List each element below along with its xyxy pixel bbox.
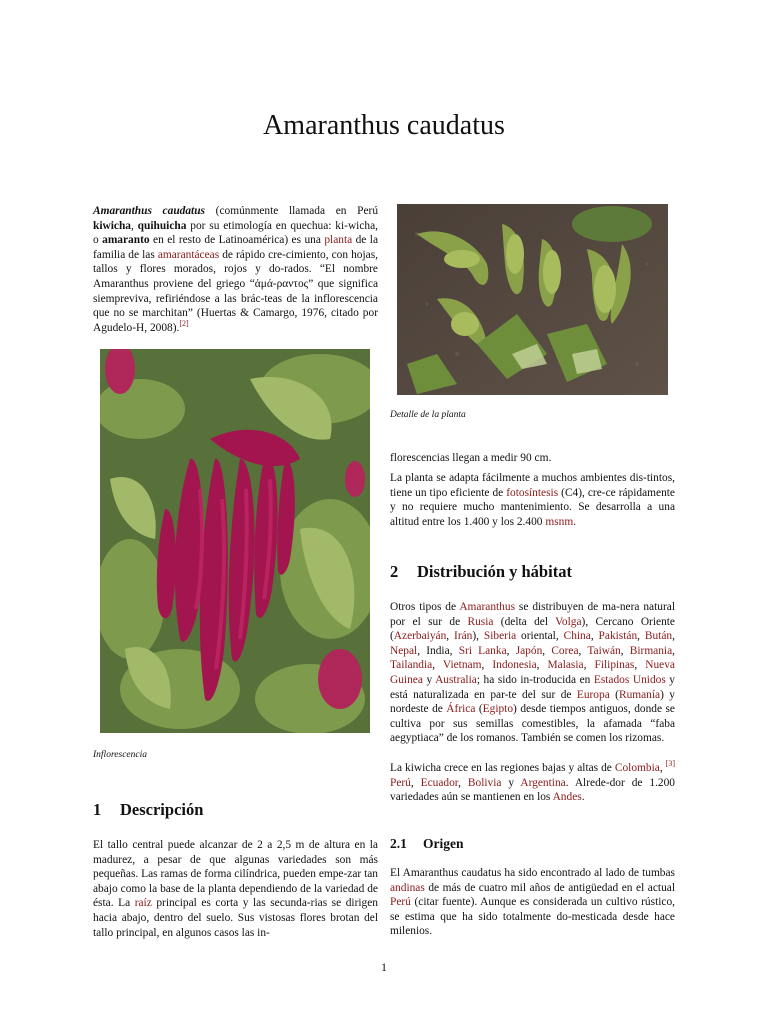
link-planta[interactable]: planta <box>324 234 353 247</box>
link-birmania[interactable]: Birmania <box>629 644 673 657</box>
link-amarantaceas[interactable]: amarantáceas <box>157 248 220 261</box>
link-siberia[interactable]: Siberia <box>483 630 517 643</box>
description-continuation: florescencias llegan a medir 90 cm. <box>390 452 552 464</box>
inflorescence-photo <box>100 349 370 733</box>
link-azerbaiyan[interactable]: Azerbaiyán <box>393 630 447 643</box>
plant-detail-photo <box>397 204 668 395</box>
link-europa[interactable]: Europa <box>576 688 610 701</box>
link-amaranthus[interactable]: Amaranthus <box>459 601 516 613</box>
link-fotosintesis[interactable]: fotosíntesis <box>506 486 559 499</box>
link-nueva-guinea[interactable]: Nueva Guinea <box>390 659 675 686</box>
ref-3[interactable]: [3] <box>665 759 675 769</box>
link-ecuador[interactable]: Ecuador <box>420 776 459 789</box>
link-andes[interactable]: Andes <box>552 791 582 804</box>
caption-plant-detail: Detalle de la planta <box>390 410 466 420</box>
adaptation-paragraph: La planta se adapta fácilmente a muchos ambientes dis-tintos, tiene un tipo eficiente de fotosíntesis (C4), cre-ce rápidamente y no requiere mucho mantenimiento. Se desarrolla a una altitud entre los 1.400 y los 2.400 msnm. <box>390 472 675 528</box>
section-2-1-heading: 2.1 Origen <box>390 836 464 851</box>
species-name: Amaranthus caudatus <box>93 205 205 217</box>
page-title: Amaranthus caudatus <box>263 110 505 141</box>
link-peru[interactable]: Perú <box>390 776 411 789</box>
link-egipto[interactable]: Egipto <box>482 703 514 716</box>
link-rumania[interactable]: Rumanía <box>618 688 661 701</box>
distribution-paragraph: Otros tipos de Amaranthus se distribuyen de ma-nera natural por el sur de Rusia (delta del Volga), Cercano Oriente (Azerbaiyán, Irán), Siberia oriental, China, Pakistán, Bután, Nepal, India, Sri Lanka, Japón, Corea, Taiwán, Birmania, Tailandia, Vietnam, Indonesia, Malasia, Filipinas, Nueva Guinea y Australia; ha sido in-troducida en Estados Unidos y está naturalizada en par-te del sur de Europa (Rumanía) y nordeste de África (Egipto) desde tiempos antiguos, donde se cultiva por sus semillas comestibles, la afamada “faba aegyptiaca” de los romanos. También se comen los rizomas. <box>390 601 676 745</box>
intro-paragraph: Amaranthus caudatus (comúnmente llamada en Perú kiwicha, quihuicha por su etimología en quechua: ki-wicha, o amaranto en el resto de Latinoamérica) es una planta de la familia de las amarantáceas de rápido cre-cimiento, con hojas, tallos y flores morados, rojos y do-rados. “El nombre Amaranthus proviene del griego “ἀμά-ραντος” que significa siempreviva, refiriéndose a las brác-teas de la inflorescencia que no se marchitan” (Huertas & Camargo, 1976, citado por Agudelo-H, 2008).[2] <box>93 205 379 334</box>
link-msnm[interactable]: msnm <box>545 515 574 528</box>
link-malasia[interactable]: Malasia <box>547 659 584 672</box>
link-bolivia[interactable]: Bolivia <box>467 776 502 789</box>
link-taiwan[interactable]: Taiwán <box>587 644 621 657</box>
link-raiz[interactable]: raíz <box>134 897 152 910</box>
caption-inflorescence: Inflorescencia <box>93 750 147 760</box>
link-pakistan[interactable]: Pakistán <box>598 630 638 643</box>
link-corea[interactable]: Corea <box>551 644 579 657</box>
link-nepal[interactable]: Nepal <box>390 644 418 657</box>
link-tailandia[interactable]: Tailandia <box>390 659 433 672</box>
link-indonesia[interactable]: Indonesia <box>492 659 537 672</box>
description-paragraph: El tallo central puede alcanzar de 2 a 2,5 m de altura en la madurez, a pesar de que algunas variedades son más pequeñas. Las ramas de forma cilíndrica, pueden empe-zar tan abajo como la base de la planta dependiendo de la variedad de ésta. La raíz principal es corta y las secunda-rias se dirigen hacia abajo, dentro del suelo. Sus vistosas flores brotan del tallo principal, en algunos casos las in- <box>93 839 378 939</box>
link-filipinas[interactable]: Filipinas <box>594 659 635 672</box>
link-estados-unidos[interactable]: Estados Unidos <box>593 673 666 686</box>
page-number: 1 <box>381 960 387 974</box>
link-china[interactable]: China <box>563 630 591 643</box>
kiwicha-regions-paragraph: La kiwicha crece en las regiones bajas y altas de Colombia, [3] Perú, Ecuador, Bolivia y Argentina. Alrede-dor de 1.200 variedades aún se mantienen en los Andes. <box>390 759 675 804</box>
section-1-heading: 1 Descripción <box>93 800 204 819</box>
link-rusia[interactable]: Rusia <box>467 615 494 628</box>
link-iran[interactable]: Irán <box>454 630 473 643</box>
link-volga[interactable]: Volga <box>555 615 582 628</box>
link-colombia[interactable]: Colombia <box>614 762 660 774</box>
origin-paragraph: El Amaranthus caudatus ha sido encontrado al lado de tumbas andinas de más de cuatro mil años de antigüedad en el actual Perú (citar fuente). Aunque es considerada un cultivo rústico, se estima que ha sido totalmente do-mesticada desde hace milenios. <box>390 867 675 938</box>
link-vietnam[interactable]: Vietnam <box>442 659 482 672</box>
link-sri-lanka[interactable]: Sri Lanka <box>458 644 507 657</box>
link-japon[interactable]: Japón <box>515 644 543 657</box>
section-2-heading: 2 Distribución y hábitat <box>390 562 572 581</box>
link-australia[interactable]: Australia <box>435 673 477 686</box>
link-argentina[interactable]: Argentina <box>520 776 566 789</box>
link-butan[interactable]: Bután <box>644 630 673 643</box>
link-peru-origin[interactable]: Perú <box>390 896 411 909</box>
ref-2[interactable]: [2] <box>179 318 189 328</box>
link-africa[interactable]: África <box>446 703 476 716</box>
link-andinas[interactable]: andinas <box>390 881 425 894</box>
